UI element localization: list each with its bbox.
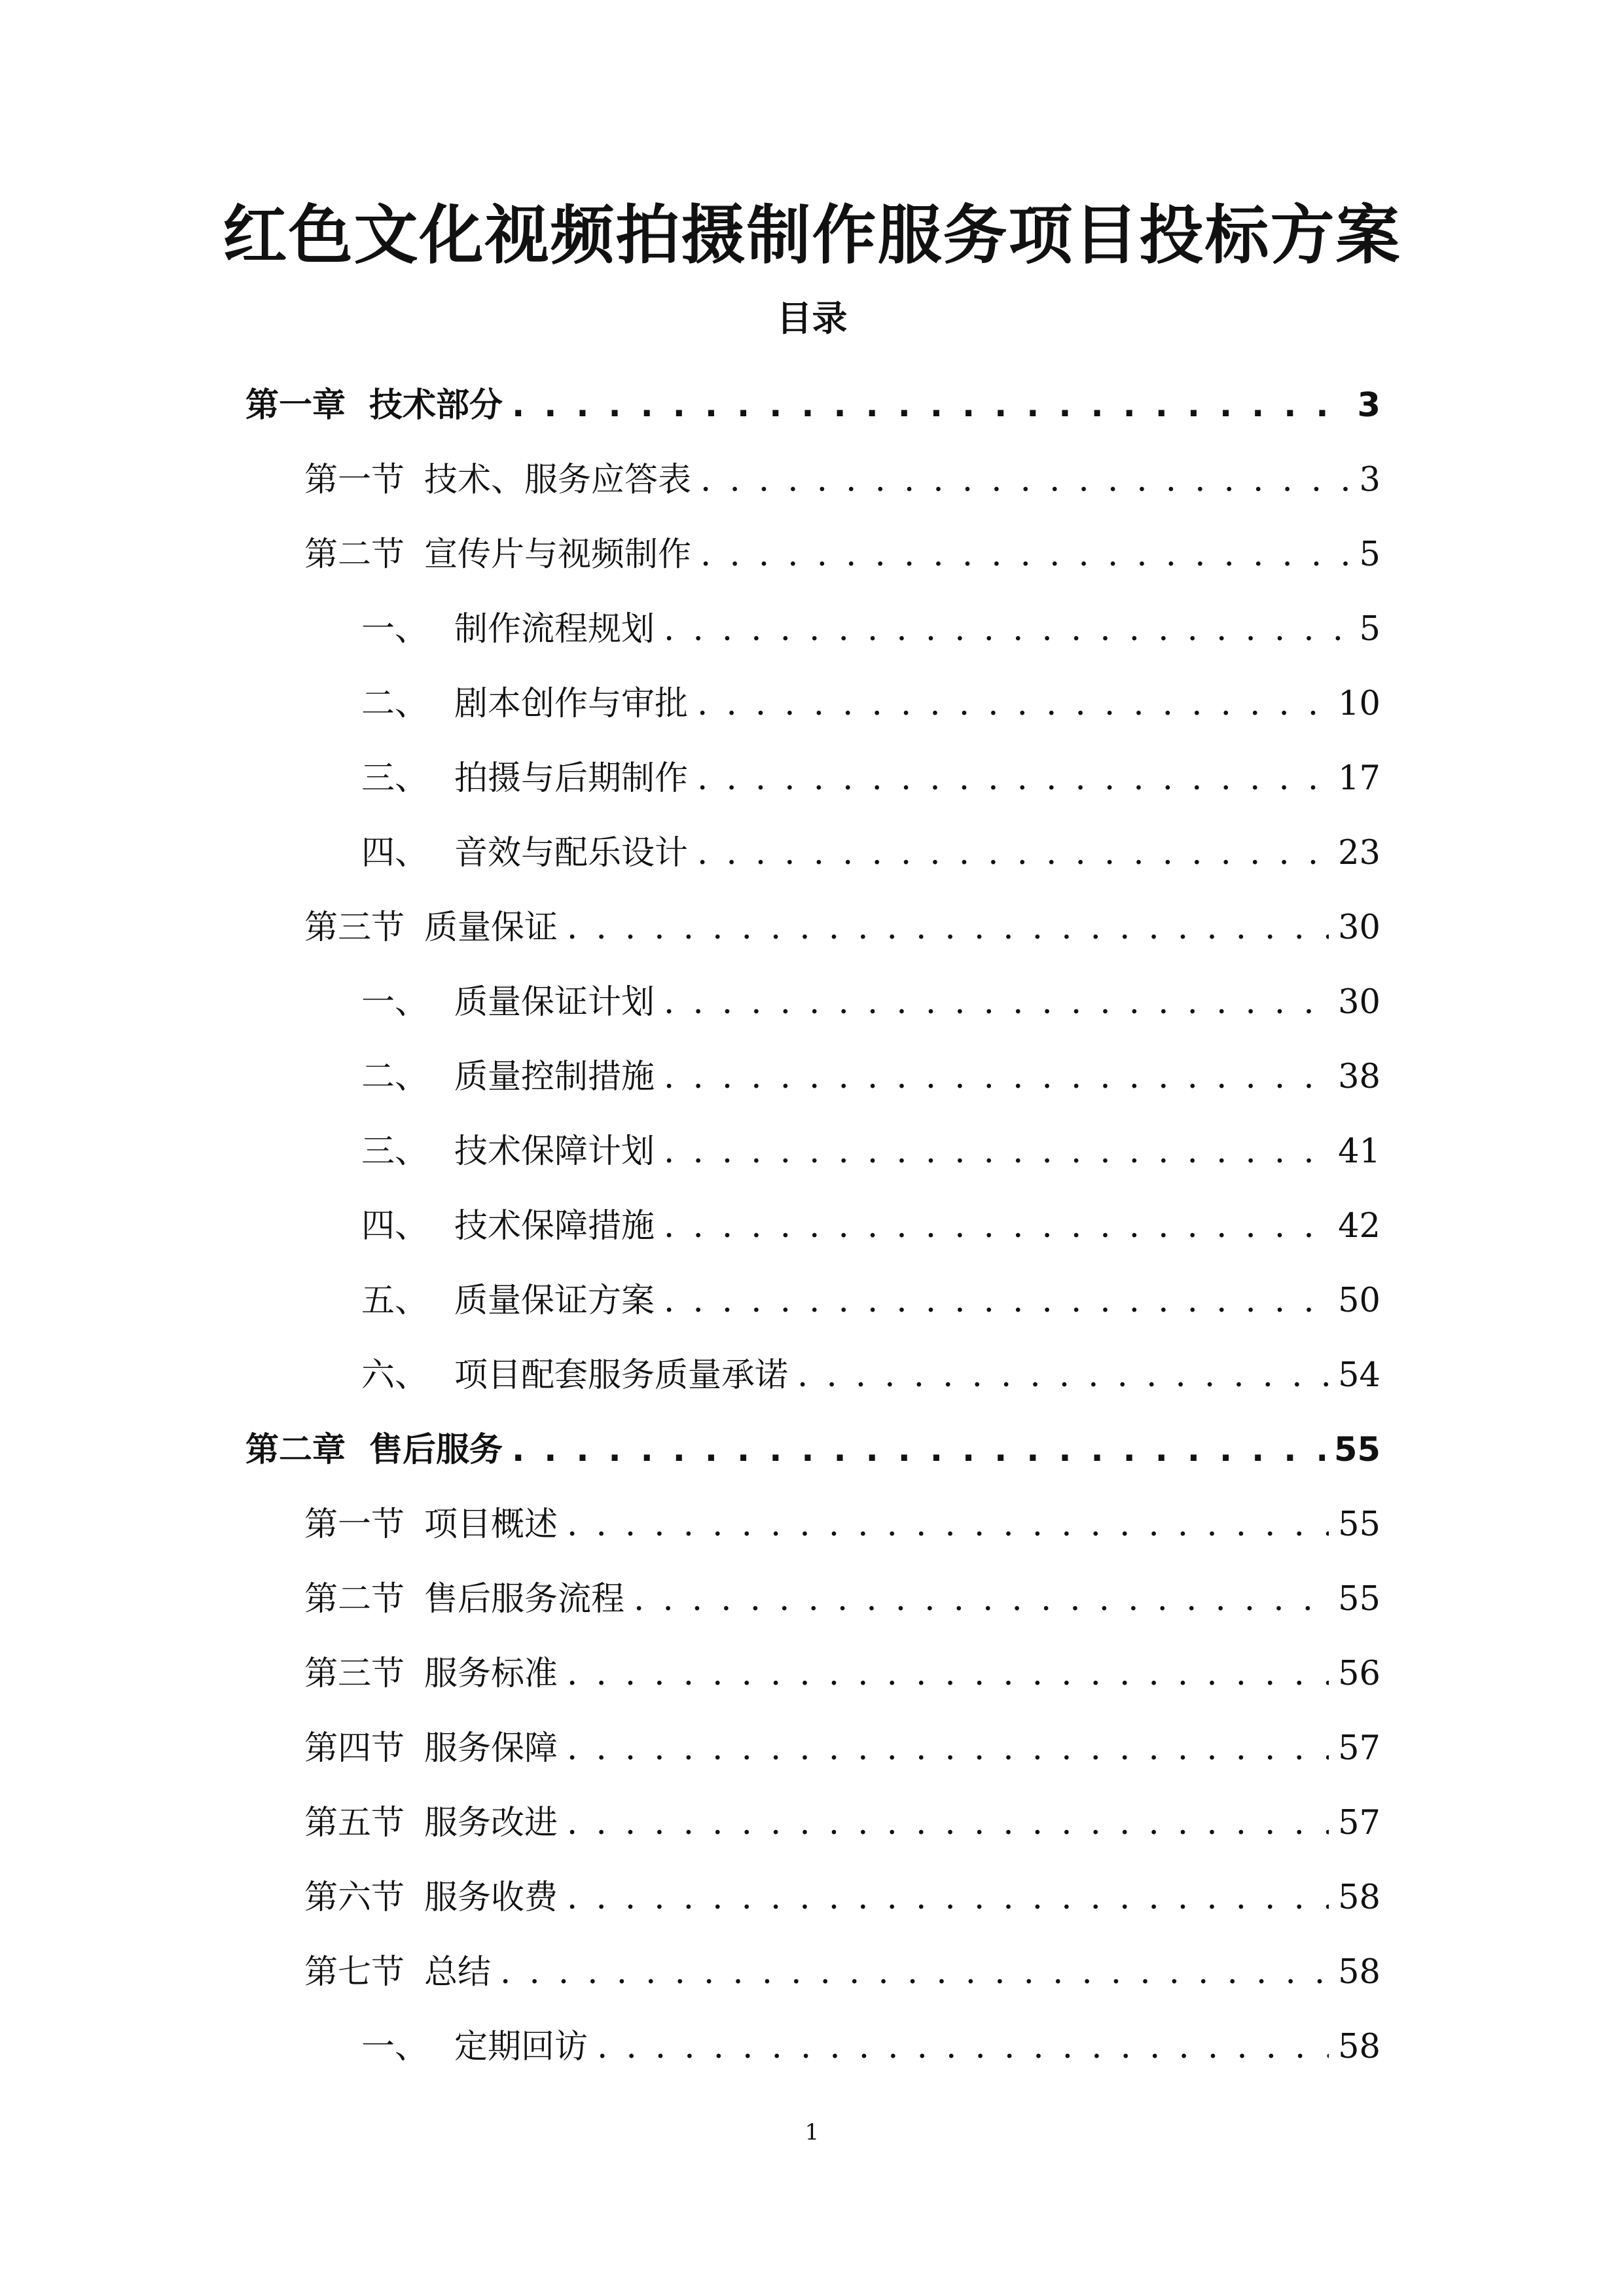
toc-entry[interactable] — [245, 1414, 1380, 1473]
toc-dot-leader — [567, 1502, 1329, 1548]
toc-entry-page: 5 — [1359, 610, 1380, 649]
toc-entry-label: 制作流程规划 — [454, 610, 655, 649]
document-title: 红色文化视频拍摄制作服务项目投标方案 — [223, 198, 1401, 273]
toc-entry-number: 四、 — [361, 1207, 429, 1246]
toc-entry-number: 二、 — [361, 1058, 429, 1096]
toc-entry-label: 技术部分 — [369, 386, 503, 425]
toc-entry-number: 第七节 — [304, 1953, 405, 1992]
toc-entry-label: 质量保证计划 — [454, 983, 655, 1022]
toc-dot-leader — [664, 607, 1350, 653]
toc-entry-page: 30 — [1338, 983, 1380, 1022]
toc-entry[interactable] — [361, 2011, 1380, 2070]
toc-entry-page: 55 — [1338, 1505, 1380, 1544]
toc-dot-leader — [664, 1278, 1329, 1324]
toc-dot-leader — [664, 980, 1329, 1026]
toc-dot-leader — [567, 905, 1329, 951]
toc-entry[interactable] — [304, 892, 1380, 951]
toc-entry-label: 服务保障 — [424, 1729, 558, 1768]
toc-entry-page: 54 — [1338, 1356, 1380, 1395]
toc-entry-number: 第一章 — [245, 386, 346, 425]
toc-entry[interactable] — [361, 1191, 1380, 1249]
toc-entry-number: 六、 — [361, 1356, 429, 1395]
toc-entry[interactable] — [361, 967, 1380, 1026]
toc-entry[interactable] — [304, 1489, 1380, 1548]
toc-entry-label: 服务改进 — [424, 1804, 558, 1842]
page-number: 1 — [804, 2119, 820, 2145]
toc-entry[interactable] — [361, 743, 1380, 802]
toc-entry-number: 第一节 — [304, 1505, 405, 1544]
toc-entry-label: 质量保证方案 — [454, 1282, 655, 1320]
toc-dot-leader — [567, 1875, 1329, 1921]
toc-dot-leader — [567, 1651, 1329, 1697]
toc-entry-page: 55 — [1334, 1431, 1380, 1469]
toc-heading: 目录 — [776, 298, 848, 339]
toc-entry-label: 总结 — [424, 1953, 492, 1992]
toc-entry-label: 服务收费 — [424, 1878, 558, 1917]
toc-entry[interactable] — [361, 594, 1380, 653]
toc-entry[interactable] — [304, 444, 1380, 503]
toc-dot-leader — [664, 1129, 1329, 1175]
toc-entry-label: 技术、服务应答表 — [424, 461, 692, 499]
toc-entry-number: 三、 — [361, 1132, 429, 1171]
toc-entry-label: 质量保证 — [424, 908, 558, 947]
toc-dot-leader — [512, 1427, 1325, 1473]
toc-entry-label: 技术保障措施 — [454, 1207, 655, 1246]
toc-entry[interactable] — [304, 1564, 1380, 1623]
toc-entry-label: 剧本创作与审批 — [454, 685, 689, 723]
toc-entry-number: 第六节 — [304, 1878, 405, 1917]
toc-entry-label: 项目配套服务质量承诺 — [454, 1356, 789, 1395]
toc-entry-number: 第一节 — [304, 461, 405, 499]
toc-entry[interactable] — [245, 370, 1380, 429]
toc-dot-leader — [664, 1054, 1329, 1100]
toc-entry-page: 57 — [1338, 1729, 1380, 1768]
toc-dot-leader — [797, 1353, 1329, 1399]
toc-entry-page: 5 — [1359, 535, 1380, 574]
toc-entry[interactable] — [304, 1862, 1380, 1921]
toc-entry-page: 58 — [1338, 1878, 1380, 1917]
toc-entry-number: 第二节 — [304, 1580, 405, 1619]
toc-entry-number: 一、 — [361, 983, 429, 1022]
toc-entry[interactable] — [304, 1638, 1380, 1697]
toc-entry-number: 第四节 — [304, 1729, 405, 1768]
toc-entry-label: 定期回访 — [454, 2028, 588, 2066]
toc-dot-leader — [567, 1801, 1329, 1846]
toc-dot-leader — [664, 1204, 1329, 1249]
toc-entry-label: 宣传片与视频制作 — [424, 535, 692, 574]
toc-entry-number: 一、 — [361, 2028, 429, 2066]
toc-entry[interactable] — [361, 817, 1380, 876]
toc-entry-page: 23 — [1338, 834, 1380, 872]
toc-entry-page: 3 — [1359, 461, 1380, 499]
toc-dot-leader — [634, 1577, 1329, 1623]
toc-entry-page: 30 — [1338, 908, 1380, 947]
toc-entry[interactable] — [304, 1713, 1380, 1772]
toc-entry[interactable] — [361, 1265, 1380, 1324]
toc-entry-label: 音效与配乐设计 — [454, 834, 689, 872]
toc-entry-page: 3 — [1357, 386, 1380, 425]
toc-entry-page: 56 — [1338, 1655, 1380, 1693]
toc-entry-label: 质量控制措施 — [454, 1058, 655, 1096]
toc-entry[interactable] — [304, 1937, 1380, 1996]
toc-entry-page: 17 — [1338, 759, 1380, 798]
toc-entry-page: 50 — [1338, 1282, 1380, 1320]
toc-dot-leader — [700, 457, 1350, 503]
toc-entry-page: 10 — [1338, 685, 1380, 723]
toc-dot-leader — [567, 1726, 1329, 1772]
toc-entry-page: 42 — [1338, 1207, 1380, 1246]
toc-dot-leader — [597, 2024, 1329, 2070]
toc-entry-page: 41 — [1338, 1132, 1380, 1171]
toc-entry-number: 二、 — [361, 685, 429, 723]
toc-entry-page: 58 — [1338, 2028, 1380, 2066]
toc-entry-page: 58 — [1338, 1953, 1380, 1992]
toc-entry-number: 五、 — [361, 1282, 429, 1320]
toc-entry-label: 拍摄与后期制作 — [454, 759, 689, 798]
toc-entry-number: 四、 — [361, 834, 429, 872]
toc-entry[interactable] — [361, 1340, 1380, 1399]
toc-entry-label: 项目概述 — [424, 1505, 558, 1544]
toc-entry-number: 一、 — [361, 610, 429, 649]
toc-entry[interactable] — [304, 1787, 1380, 1846]
toc-entry-number: 第三节 — [304, 908, 405, 947]
toc-entry-page: 57 — [1338, 1804, 1380, 1842]
toc-dot-leader — [500, 1950, 1329, 1996]
toc-entry-label: 售后服务流程 — [424, 1580, 625, 1619]
toc-entry-number: 第三节 — [304, 1655, 405, 1693]
toc-entry-number: 三、 — [361, 759, 429, 798]
toc-entry-page: 55 — [1338, 1580, 1380, 1619]
toc-dot-leader — [697, 831, 1329, 876]
toc-dot-leader — [697, 756, 1329, 802]
toc-entry-page: 38 — [1338, 1058, 1380, 1096]
toc-entry[interactable] — [304, 519, 1380, 578]
toc-entry-label: 售后服务 — [369, 1431, 503, 1469]
toc-dot-leader — [700, 532, 1350, 578]
toc-dot-leader — [697, 681, 1329, 727]
toc-entry-number: 第二章 — [245, 1431, 346, 1469]
toc-entry[interactable] — [361, 1116, 1380, 1175]
toc-entry-number: 第二节 — [304, 535, 405, 574]
toc-entry-label: 服务标准 — [424, 1655, 558, 1693]
toc-entry-number: 第五节 — [304, 1804, 405, 1842]
toc-entry[interactable] — [361, 1041, 1380, 1100]
toc-entry[interactable] — [361, 668, 1380, 727]
toc-dot-leader — [512, 383, 1348, 429]
toc-entry-label: 技术保障计划 — [454, 1132, 655, 1171]
